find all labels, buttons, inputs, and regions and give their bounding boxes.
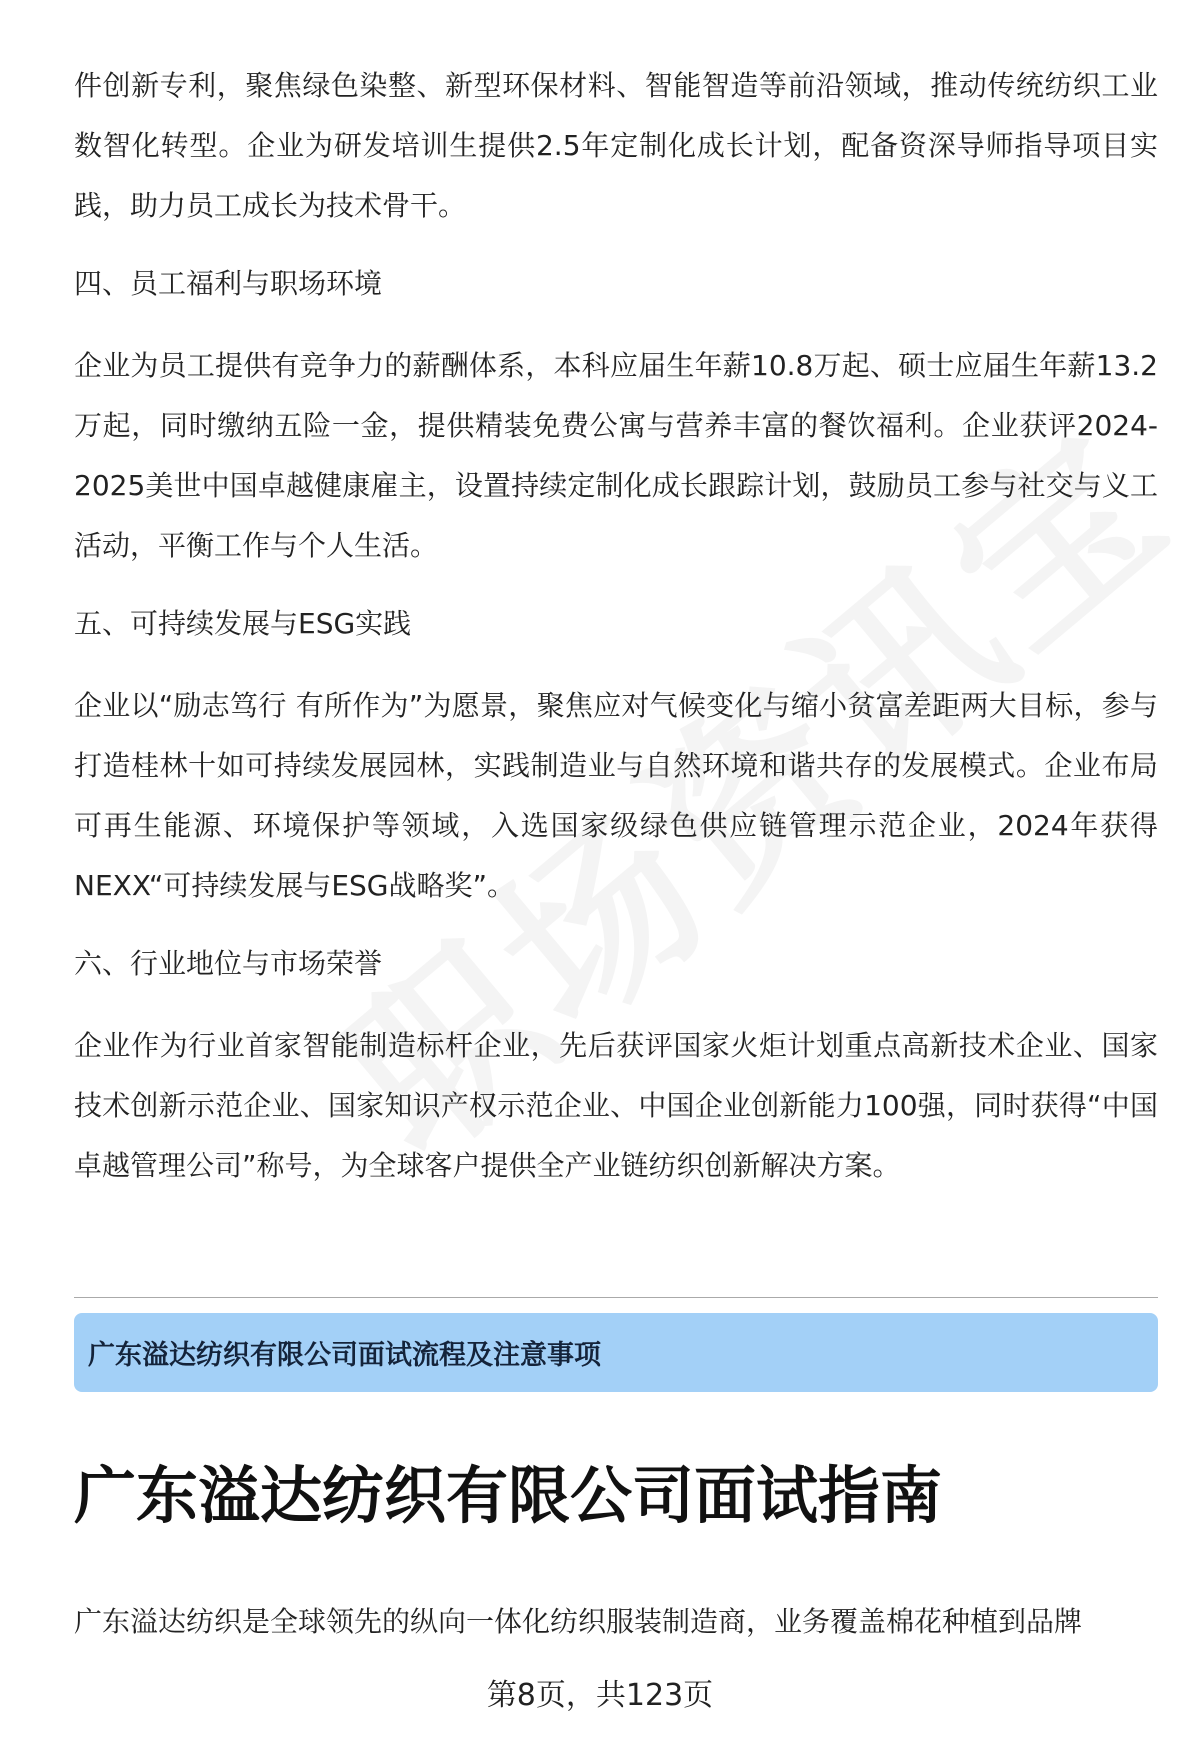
document-body [74, 56, 1158, 1196]
section-heading-industry: 六、行业地位与市场荣誉 [74, 947, 383, 980]
page-number: 第8页，共123页 [486, 1678, 714, 1713]
page-title: 广东溢达纺织有限公司面试指南 [74, 1459, 943, 1532]
paragraph-welfare: 企业为员工提供有竞争力的薪酬体系，本科应届生年薪10.8万起、硕士应届生年薪13.2万起，同时缴纳五险一金，提供精装免费公寓与营养丰富的餐饮福利。企业获评2024-2025美世中国卓越健康雇主，设置持续定制化成长跟踪计划，鼓励员工参与社交与义工活动，平衡工作与个人生活。 [74, 349, 1158, 562]
section-banner [74, 1313, 1158, 1392]
section-divider [74, 1297, 1158, 1298]
section-banner-label: 广东溢达纺织有限公司面试流程及注意事项 [88, 1340, 601, 1371]
intro-paragraph: 广东溢达纺织是全球领先的纵向一体化纺织服装制造商，业务覆盖棉花种植到品牌 [74, 1605, 1083, 1638]
section-heading-welfare: 四、员工福利与职场环境 [74, 267, 383, 300]
paragraph-industry: 企业作为行业首家智能制造标杆企业，先后获评国家火炬计划重点高新技术企业、国家技术创新示范企业、国家知识产权示范企业、中国企业创新能力100强，同时获得“中国卓越管理公司”称号，为全球客户提供全产业链纺织创新解决方案。 [74, 1029, 1158, 1182]
paragraph-esg: 企业以“励志笃行 有所作为”为愿景，聚焦应对气候变化与缩小贫富差距两大目标，参与打造桂林十如可持续发展园林，实践制造业与自然环境和谐共存的发展模式。企业布局可再生能源、环境保护等领域，入选国家级绿色供应链管理示范企业，2024年获得NEXX“可持续发展与ESG战略奖”。 [74, 689, 1158, 902]
paragraph-intro-continued: 件创新专利，聚焦绿色染整、新型环保材料、智能智造等前沿领域，推动传统纺织工业数智化转型。企业为研发培训生提供2.5年定制化成长计划，配备资深导师指导项目实践，助力员工成长为技术骨干。 [74, 69, 1158, 222]
section-heading-esg: 五、可持续发展与ESG实践 [74, 607, 412, 640]
